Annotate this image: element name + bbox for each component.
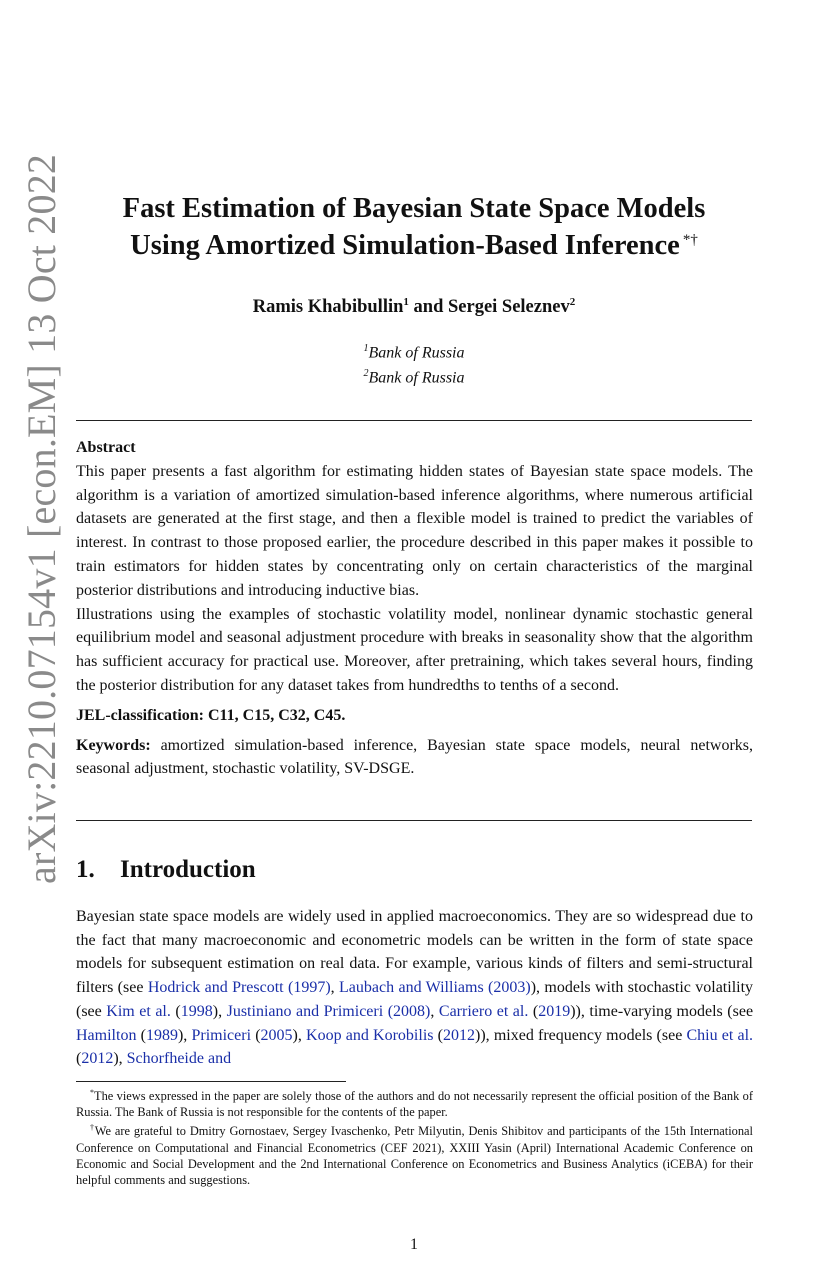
paper-title <box>76 190 752 264</box>
abstract-top-rule <box>76 420 752 421</box>
intro-text: ( <box>251 1026 261 1044</box>
affiliation-1-name: Bank of Russia <box>368 344 465 362</box>
abstract-paragraph-1: This paper presents a fast algorithm for estimating hidden states of Bayesian state space models. The algorithm is a variation of amortized simulation-based inference algorithms, where numerous artificial datasets are generated at the first stage, and then a flexible model is trained to predict the variables of interest. In contrast to those proposed earlier, the procedure described in this paper makes it possible to train estimators for hidden states by concentrating only on certain characteristics of the marginal posterior distributions and introducing inductive bias. <box>76 462 753 599</box>
author-2-affiliation-mark: 2 <box>569 296 576 308</box>
citation-link[interactable]: Laubach and Williams (2003) <box>339 979 531 997</box>
author-separator: and <box>408 297 448 318</box>
abstract-bottom-rule <box>76 820 752 821</box>
intro-text: )), mixed frequency models (see <box>475 1026 687 1044</box>
title-line-2: Using Amortized Simulation-Based Inference <box>130 230 680 261</box>
intro-text: ( <box>76 1050 82 1068</box>
title-footnote-marks[interactable]: *† <box>682 231 698 248</box>
footnote-2-mark: † <box>90 1123 95 1133</box>
affiliation-2 <box>76 363 752 388</box>
introduction-paragraph <box>76 905 753 1071</box>
affiliation-1 <box>76 338 752 363</box>
abstract-heading: Abstract <box>76 439 136 456</box>
footnote-rule <box>76 1081 346 1082</box>
intro-text: ), <box>177 1026 192 1044</box>
footnotes <box>76 1085 753 1188</box>
intro-text: )), time-varying models (see <box>570 1002 754 1020</box>
abstract-paragraph-2: Illustrations using the examples of stochastic volatility model, nonlinear dynamic stochastic general equilibrium model and seasonal adjustment procedure with breaks in seasonality show that the algorithm has sufficient accuracy for practical use. Moreover, after pretraining, which takes several hours, finding the posterior distribution for any dataset takes from hundredths to tenths of a second. <box>76 605 753 694</box>
citation-link[interactable]: Carriero et al. <box>438 1002 529 1020</box>
intro-text: ( <box>528 1002 539 1020</box>
citation-link[interactable]: 2012 <box>443 1026 476 1044</box>
intro-text: ), models with stochastic volatility (see <box>76 979 754 1020</box>
citation-link[interactable]: 1989 <box>145 1026 178 1044</box>
intro-text: ), <box>113 1050 127 1068</box>
keywords-label: Keywords: <box>76 736 151 754</box>
intro-text: Bayesian state space models are widely used in applied macroeconomics. They are so widespread due to the fact that many macroeconomic and econometric models can be written in the form of state space models for subsequent estimation on real data. For example, various kinds of filters and semi-structural filters (see <box>76 908 753 997</box>
citation-link[interactable]: Primiceri <box>191 1026 252 1044</box>
intro-text: ( <box>136 1026 146 1044</box>
intro-text: ), <box>212 1002 227 1020</box>
citation-link[interactable]: Chiu et al. <box>686 1026 754 1044</box>
citation-link[interactable]: Koop and Korobilis <box>306 1026 434 1044</box>
author-1-affiliation-mark: 1 <box>403 296 409 308</box>
page-number: 1 <box>410 1236 418 1253</box>
affiliation-2-mark: 2 <box>363 368 369 380</box>
author-list <box>76 296 752 318</box>
author-2: Sergei Seleznev <box>447 297 570 318</box>
section-title: Introduction <box>120 856 256 883</box>
affiliations <box>76 338 752 389</box>
section-heading <box>76 856 256 884</box>
abstract-block <box>76 436 753 781</box>
arxiv-identifier: arXiv:2210.07154v1 [econ.EM] 13 Oct 2022 <box>19 153 64 884</box>
footnote-1 <box>76 1085 753 1120</box>
citation-link[interactable]: 1998 <box>180 1002 213 1020</box>
keywords-text: amortized simulation-based inference, Bayesian state space models, neural networks, seasonal adjustment, stochastic volatility, SV-DSGE. <box>76 736 753 778</box>
section-number: 1. <box>76 856 95 883</box>
footnote-1-mark: * <box>90 1088 94 1097</box>
citation-link[interactable]: Hamilton <box>76 1026 137 1044</box>
jel-classification: JEL-classification: C11, C15, C32, C45. <box>76 706 346 724</box>
affiliation-1-mark: 1 <box>363 343 369 354</box>
intro-text: , <box>430 1002 439 1020</box>
citation-link[interactable]: 2019 <box>538 1002 571 1020</box>
citation-link[interactable]: Schorfheide and <box>126 1050 232 1068</box>
title-line-1: Fast Estimation of Bayesian State Space Models <box>122 193 706 224</box>
citation-link[interactable]: Justiniano and Primiceri (2008) <box>226 1002 431 1020</box>
author-1: Ramis Khabibullin <box>252 297 404 318</box>
keywords <box>76 734 753 782</box>
intro-text: ( <box>170 1002 181 1020</box>
intro-text: ), <box>292 1026 307 1044</box>
citation-link[interactable]: 2005 <box>260 1026 293 1044</box>
intro-text: , <box>330 979 340 997</box>
footnote-1-text: The views expressed in the paper are solely those of the authors and do not necessarily represent the official position of the Bank of Russia. The Bank of Russia is not responsible for the contents of the paper. <box>76 1089 753 1120</box>
footnote-2-text: We are grateful to Dmitry Gornostaev, Sergey Ivaschenko, Petr Milyutin, Denis Shibitov and participants of the 15th International Conference on Computational and Financial Econometrics (CEF 2021), XXIII Yasin (April) International Academic Conference on Economic and Social Development and the 2nd International Conference on Econometrics and Business Analytics (iCEBA) for their helpful comments and suggestions. <box>76 1124 754 1187</box>
citation-link[interactable]: Kim et al. <box>106 1002 171 1020</box>
citation-link[interactable]: Hodrick and Prescott (1997) <box>147 979 331 997</box>
intro-text: ( <box>433 1026 444 1044</box>
footnote-2 <box>76 1120 753 1188</box>
citation-link[interactable]: 2012 <box>81 1050 114 1068</box>
affiliation-2-name: Bank of Russia <box>368 369 465 387</box>
